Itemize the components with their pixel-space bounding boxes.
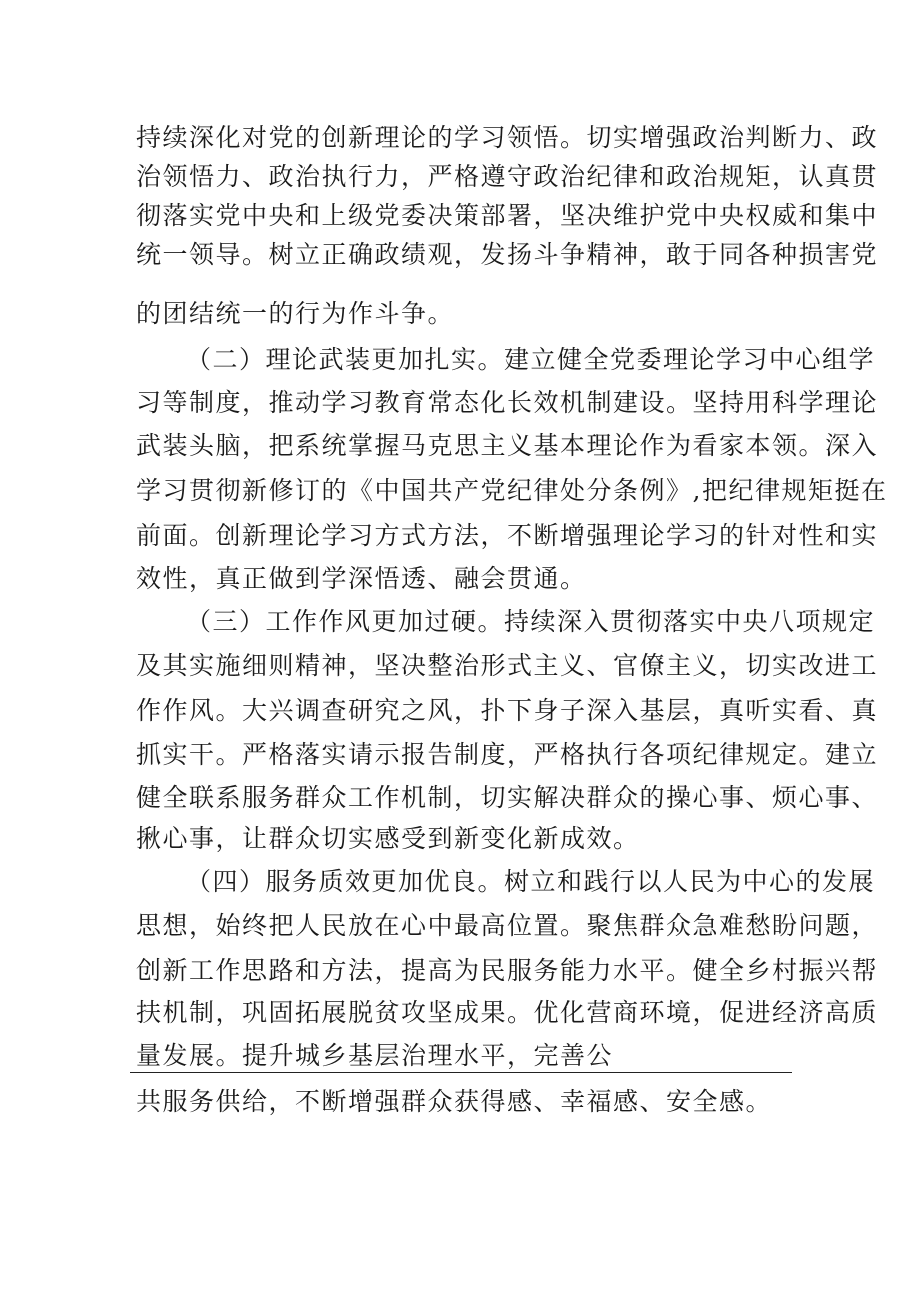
text-line: 效性，真正做到学深悟透、融会贯通。 [136, 564, 587, 593]
text-line: 量发展。提升城乡基层治理水平，完善公 [136, 1041, 614, 1070]
text-line: 彻落实党中央和上级党委决策部署，坚决维护党中央权威和集中 [136, 201, 879, 230]
text-line: 健全联系服务群众工作机制，切实解决群众的操心事、烦心事、 [136, 783, 879, 812]
text-line: 习等制度，推动学习教育常态化长效机制建设。坚持用科学理论 [136, 388, 879, 417]
section-heading-line: （二）理论武装更加扎实。建立健全党委理论学习中心组学 [186, 345, 876, 374]
section-heading-line: （四）服务质效更加优良。树立和践行以人民为中心的发展 [186, 867, 876, 896]
text-line: 持续深化对党的创新理论的学习领悟。切实增强政治判断力、政 [136, 123, 879, 152]
text-line: 创新工作思路和方法，提高为民服务能力水平。健全乡村振兴帮 [136, 956, 879, 985]
text-line: 的团结统一的行为作斗争。 [136, 299, 455, 328]
text-line: 抓实干。严格落实请示报告制度，严格执行各项纪律规定。建立 [136, 740, 879, 769]
text-line: 治领悟力、政治执行力，严格遵守政治纪律和政治规矩，认真贯 [136, 162, 879, 191]
footer-text-line: 共服务供给，不断增强群众获得感、幸福感、安全感。 [136, 1087, 773, 1116]
section-heading-line: （三）工作作风更加过硬。持续深入贯彻落实中央八项规定 [186, 607, 876, 636]
text-line: 及其实施细则精神，坚决整治形式主义、官僚主义，切实改进工 [136, 651, 879, 680]
text-line: 武装头脑，把系统掌握马克思主义基本理论作为看家本领。深入 [136, 431, 879, 460]
text-line: 学习贯彻新修订的《中国共产党纪律处分条例》,把纪律规矩挺在 [136, 476, 888, 505]
text-line: 扶机制，巩固拓展脱贫攻坚成果。优化营商环境，促进经济高质 [136, 998, 879, 1027]
horizontal-divider [130, 1072, 792, 1073]
text-line: 揪心事，让群众切实感受到新变化新成效。 [136, 824, 640, 853]
text-line: 思想，始终把人民放在心中最高位置。聚焦群众急难愁盼问题， [136, 911, 879, 940]
text-line: 统一领导。树立正确政绩观，发扬斗争精神，敢于同各种损害党 [136, 240, 879, 269]
text-line: 前面。创新理论学习方式方法，不断增强理论学习的针对性和实 [136, 521, 879, 550]
text-line: 作作风。大兴调查研究之风，扑下身子深入基层，真听实看、真 [136, 696, 879, 725]
